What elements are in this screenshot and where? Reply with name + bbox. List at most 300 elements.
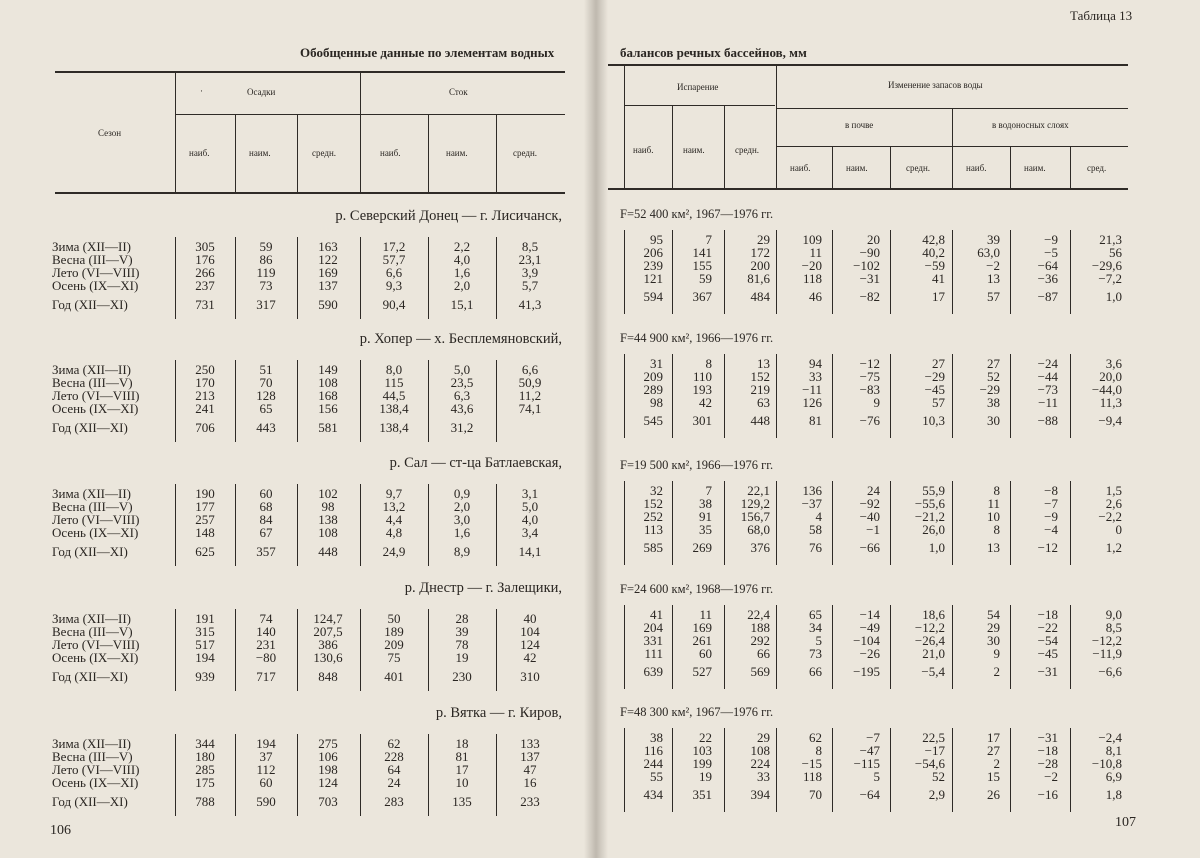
column-rule: [496, 484, 497, 566]
table-cell: 233: [520, 794, 540, 809]
table-cell: 3,0: [453, 512, 471, 527]
sub-header: наиб.: [790, 163, 811, 173]
sub-header: средн.: [906, 163, 931, 173]
table-cell: 317: [256, 297, 276, 312]
table-cell: 331: [643, 633, 663, 648]
table-cell: 517: [195, 637, 215, 652]
table-cell: 292: [750, 633, 770, 648]
table-cell: −31: [1037, 664, 1058, 679]
table-cell: 14,1: [518, 544, 542, 559]
table-cell: 17: [987, 730, 1000, 745]
table-cell: −11,9: [1092, 646, 1122, 661]
header-bottom-rule: [55, 192, 565, 194]
table-cell: 108: [750, 743, 770, 758]
table-cell: 126: [802, 395, 822, 410]
table-cell: 209: [643, 369, 663, 384]
sub-header: наиб.: [189, 148, 210, 158]
table-cell: 386: [318, 637, 338, 652]
table-cell: −40: [859, 509, 880, 524]
table-cell: −9: [1044, 509, 1058, 524]
table-cell: 20,0: [1099, 369, 1122, 384]
table-cell: 200: [750, 258, 770, 273]
table-cell: 103: [692, 743, 712, 758]
table-cell: 527: [692, 664, 712, 679]
table-cell: 73: [809, 646, 822, 661]
table-cell: −29,6: [1091, 258, 1122, 273]
table-cell: −54,6: [914, 756, 945, 771]
table-cell: −8: [1044, 483, 1058, 498]
table-cell: 10: [987, 509, 1000, 524]
table-cell: −73: [1037, 382, 1058, 397]
sub-header: наим.: [249, 148, 271, 158]
table-cell: −12,2: [1091, 633, 1122, 648]
table-cell: −18: [1037, 607, 1058, 622]
table-cell: 8,9: [453, 544, 471, 559]
table-cell: −12: [1037, 540, 1058, 555]
basin-area-heading: F=19 500 км², 1966—1976 гг.: [620, 458, 774, 472]
table-cell: −76: [859, 413, 880, 428]
table-cell: 76: [809, 540, 822, 555]
table-cell: 17,2: [382, 239, 406, 254]
table-cell: 54: [987, 607, 1000, 622]
table-cell: −115: [853, 756, 880, 771]
table-cell: −59: [924, 258, 945, 273]
table-cell: −195: [853, 664, 880, 679]
table-cell: 244: [643, 756, 663, 771]
sub-header: наим.: [846, 163, 868, 173]
table-cell: −1: [866, 522, 880, 537]
table-cell: 2,9: [928, 787, 945, 802]
table-cell: 7: [705, 483, 712, 498]
table-cell: 1,8: [1105, 787, 1122, 802]
table-cell: −55,6: [914, 496, 945, 511]
table-cell: 8: [815, 743, 822, 758]
table-cell: −64: [859, 787, 880, 802]
table-cell: −64: [1037, 258, 1058, 273]
table-cell: 124: [520, 637, 540, 652]
table-cell: 18,6: [922, 607, 945, 622]
season-label: Осень (IX—XI): [52, 525, 139, 540]
table-cell: 176: [195, 252, 215, 267]
table-cell: 22: [699, 730, 712, 745]
table-cell: −104: [853, 633, 880, 648]
runoff-header: Сток: [449, 87, 468, 97]
table-cell: 11: [809, 245, 822, 260]
table-cell: 41: [932, 271, 945, 286]
table-cell: 545: [643, 413, 663, 428]
season-label: Зима (XII—II): [52, 736, 131, 751]
table-cell: −49: [859, 620, 880, 635]
table-cell: 581: [318, 420, 338, 435]
table-cell: 30: [987, 633, 1000, 648]
year-label: Год (XII—XI): [52, 794, 128, 809]
header-top-rule: [55, 71, 565, 73]
season-label: Зима (XII—II): [52, 239, 131, 254]
table-cell: −7,2: [1098, 271, 1122, 286]
table-cell: −24: [1037, 356, 1058, 371]
table-cell: 137: [520, 749, 540, 764]
left-page-title: Обобщенные данные по элементам водных: [300, 45, 555, 60]
table-cell: 108: [318, 375, 338, 390]
table-cell: −2: [986, 258, 1000, 273]
table-cell: 128: [256, 388, 276, 403]
table-cell: 241: [195, 401, 215, 416]
table-cell: 394: [750, 787, 770, 802]
table-cell: 357: [256, 544, 276, 559]
table-cell: 56: [1109, 245, 1122, 260]
table-cell: 8: [705, 356, 712, 371]
column-rule: [360, 734, 361, 816]
table-cell: 939: [195, 669, 215, 684]
table-cell: 42: [523, 650, 537, 665]
table-cell: 33: [757, 769, 770, 784]
table-cell: −22: [1037, 620, 1058, 635]
sub-header: наим.: [1024, 163, 1046, 173]
table-cell: 2,0: [453, 499, 471, 514]
table-cell: 434: [643, 787, 663, 802]
sub-header: средн.: [312, 148, 337, 158]
table-cell: 3,1: [521, 486, 539, 501]
table-cell: 8,5: [521, 239, 539, 254]
table-cell: 367: [692, 289, 712, 304]
table-cell: 39: [987, 232, 1000, 247]
table-cell: 703: [318, 794, 338, 809]
precip-header: Осадки: [247, 87, 276, 97]
table-cell: 585: [643, 540, 663, 555]
table-cell: −9: [1044, 232, 1058, 247]
table-cell: 129,2: [740, 496, 770, 511]
table-cell: 81,6: [747, 271, 770, 286]
column-rule: [428, 237, 429, 319]
table-cell: 6,9: [1105, 769, 1122, 784]
table-cell: 6,6: [385, 265, 403, 280]
table-cell: 81: [455, 749, 469, 764]
table-cell: 57: [987, 289, 1000, 304]
table-cell: 13: [757, 356, 770, 371]
table-cell: 140: [256, 624, 276, 639]
table-cell: 8: [993, 522, 1000, 537]
table-cell: −7: [866, 730, 880, 745]
table-cell: −2: [1044, 769, 1058, 784]
table-cell: 3,9: [521, 265, 539, 280]
table-cell: 204: [643, 620, 663, 635]
table-cell: 2,0: [453, 278, 471, 293]
table-cell: 16: [523, 775, 537, 790]
table-cell: 0,9: [453, 486, 471, 501]
year-label: Год (XII—XI): [52, 297, 128, 312]
table-cell: 11,2: [518, 388, 542, 403]
table-cell: 30: [987, 413, 1000, 428]
table-cell: 180: [195, 749, 215, 764]
table-cell: 38: [650, 730, 663, 745]
table-cell: 5,0: [453, 362, 471, 377]
table-cell: 4,4: [385, 512, 403, 527]
table-cell: 23,1: [518, 252, 542, 267]
table-cell: 63,0: [977, 245, 1000, 260]
table-cell: −2,2: [1098, 509, 1122, 524]
table-cell: 138: [318, 512, 338, 527]
table-cell: 75: [387, 650, 401, 665]
table-cell: 106: [318, 749, 338, 764]
table-cell: 706: [195, 420, 215, 435]
table-cell: −17: [924, 743, 945, 758]
table-cell: 104: [520, 624, 540, 639]
table-cell: 261: [692, 633, 712, 648]
table-cell: 62: [809, 730, 822, 745]
table-cell: 91: [699, 509, 712, 524]
basin-area-heading: F=44 900 км², 1966—1976 гг.: [620, 331, 774, 345]
table-cell: −28: [1037, 756, 1058, 771]
season-label: Весна (III—V): [52, 749, 133, 764]
table-cell: 55: [650, 769, 663, 784]
column-rule: [496, 237, 497, 319]
table-cell: 90,4: [382, 297, 406, 312]
season-label: Осень (IX—XI): [52, 775, 139, 790]
table-cell: 283: [384, 794, 404, 809]
table-cell: 310: [520, 669, 540, 684]
table-cell: 13: [987, 540, 1000, 555]
table-cell: 590: [256, 794, 276, 809]
table-cell: −54: [1037, 633, 1058, 648]
table-cell: 116: [643, 743, 663, 758]
season-label: Весна (III—V): [52, 375, 133, 390]
table-cell: 448: [318, 544, 338, 559]
table-cell: 78: [455, 637, 469, 652]
season-label: Лето (VI—VIII): [52, 388, 140, 403]
season-label: Осень (IX—XI): [52, 401, 139, 416]
table-cell: 199: [692, 756, 712, 771]
table-cell: 133: [520, 736, 540, 751]
table-cell: 9,7: [385, 486, 403, 501]
table-cell: 40,2: [922, 245, 945, 260]
table-cell: 60: [259, 486, 273, 501]
table-cell: 11: [987, 496, 1000, 511]
table-cell: 19: [699, 769, 712, 784]
table-cell: 41: [650, 607, 663, 622]
table-cell: 4,0: [453, 252, 471, 267]
table-cell: 66: [757, 646, 770, 661]
table-cell: 29: [757, 232, 770, 247]
table-cell: 301: [692, 413, 712, 428]
basin-area-heading: F=48 300 км², 1967—1976 гг.: [620, 705, 774, 719]
table-cell: 34: [809, 620, 822, 635]
table-cell: 266: [195, 265, 215, 280]
table-cell: 74,1: [518, 401, 542, 416]
table-cell: 113: [643, 522, 663, 537]
table-cell: 94: [809, 356, 822, 371]
season-label: Весна (III—V): [52, 499, 133, 514]
table-cell: 189: [384, 624, 404, 639]
table-cell: 57: [932, 395, 945, 410]
table-cell: −44,0: [1091, 382, 1122, 397]
table-cell: 37: [259, 749, 273, 764]
sub-header: наиб.: [380, 148, 401, 158]
table-cell: 138,4: [379, 420, 409, 435]
table-cell: 344: [195, 736, 215, 751]
table-cell: 31: [650, 356, 663, 371]
table-cell: 448: [750, 413, 770, 428]
table-cell: −31: [859, 271, 880, 286]
table-cell: 24: [867, 483, 880, 498]
table-cell: 228: [384, 749, 404, 764]
table-cell: 169: [692, 620, 712, 635]
table-cell: 60: [699, 646, 712, 661]
table-cell: 28: [455, 611, 469, 626]
storage-header: Изменение запасов воды: [888, 80, 983, 90]
table-cell: 39: [455, 624, 469, 639]
table-cell: 305: [195, 239, 215, 254]
table-cell: 29: [757, 730, 770, 745]
table-cell: 27: [932, 356, 945, 371]
table-cell: 190: [195, 486, 215, 501]
basin-area-heading: F=52 400 км², 1967—1976 гг.: [620, 207, 774, 221]
table-cell: −5: [1044, 245, 1058, 260]
left-page-number: 106: [50, 823, 71, 838]
right-page-number: 107: [1115, 815, 1136, 830]
table-cell: 156: [318, 401, 338, 416]
table-cell: 285: [195, 762, 215, 777]
table-cell: 59: [699, 271, 712, 286]
table-cell: 21,3: [1099, 232, 1122, 247]
table-cell: 108: [318, 525, 338, 540]
season-label: Зима (XII—II): [52, 486, 131, 501]
table-cell: 38: [699, 496, 712, 511]
table-cell: 170: [195, 375, 215, 390]
table-cell: 152: [643, 496, 663, 511]
table-cell: 17: [932, 289, 945, 304]
table-cell: 47: [523, 762, 537, 777]
season-label: Зима (XII—II): [52, 362, 131, 377]
table-cell: 32: [650, 483, 663, 498]
table-cell: 484: [750, 289, 770, 304]
table-cell: 24: [387, 775, 401, 790]
table-cell: 351: [692, 787, 712, 802]
table-cell: −4: [1044, 522, 1058, 537]
season-label: Лето (VI—VIII): [52, 265, 140, 280]
table-cell: −6,6: [1098, 664, 1122, 679]
season-label: Осень (IX—XI): [52, 278, 139, 293]
table-cell: −31: [1037, 730, 1058, 745]
table-cell: 239: [643, 258, 663, 273]
table-cell: 2,2: [453, 239, 471, 254]
table-cell: −83: [859, 382, 880, 397]
table-cell: 33: [809, 369, 822, 384]
aquifer-header: в водоносных слоях: [992, 120, 1069, 130]
table-cell: 121: [643, 271, 663, 286]
table-cell: 149: [318, 362, 338, 377]
table-cell: 46: [809, 289, 822, 304]
table-cell: 62: [387, 736, 401, 751]
column-rule: [428, 609, 429, 691]
table-cell: 22,5: [922, 730, 945, 745]
table-cell: 11,3: [1099, 395, 1122, 410]
table-cell: 17: [455, 762, 469, 777]
year-label: Год (XII—XI): [52, 420, 128, 435]
table-cell: 5,0: [521, 499, 539, 514]
table-cell: 9: [873, 395, 880, 410]
table-cell: −11: [802, 382, 822, 397]
year-label: Год (XII—XI): [52, 544, 128, 559]
season-label: Зима (XII—II): [52, 611, 131, 626]
table-cell: 788: [195, 794, 215, 809]
table-cell: −102: [853, 258, 880, 273]
table-cell: 289: [643, 382, 663, 397]
table-cell: 152: [750, 369, 770, 384]
table-cell: 315: [195, 624, 215, 639]
sub-header: наиб.: [633, 145, 654, 155]
table-cell: 191: [195, 611, 215, 626]
table-cell: 65: [259, 401, 273, 416]
table-cell: 84: [259, 512, 273, 527]
table-cell: 401: [384, 669, 404, 684]
table-cell: 66: [809, 664, 822, 679]
table-cell: 8: [993, 483, 1000, 498]
sub-header: наим.: [683, 145, 705, 155]
table-cell: −66: [859, 540, 880, 555]
column-rule: [428, 360, 429, 442]
table-cell: 443: [256, 420, 276, 435]
table-cell: 163: [318, 239, 338, 254]
table-cell: 42: [699, 395, 712, 410]
table-cell: 731: [195, 297, 215, 312]
table-cell: −75: [859, 369, 880, 384]
table-cell: 13,2: [382, 499, 406, 514]
right-page-title: балансов речных бассейнов, мм: [620, 45, 807, 60]
table-cell: 6,3: [453, 388, 471, 403]
table-cell: 0: [1115, 522, 1122, 537]
table-cell: −80: [255, 650, 277, 665]
table-cell: 67: [259, 525, 273, 540]
table-cell: 207,5: [313, 624, 343, 639]
table-cell: 130,6: [313, 650, 343, 665]
section-heading: р. Северский Донец — г. Лисичанск,: [335, 208, 562, 224]
table-cell: 21,0: [922, 646, 945, 661]
table-cell: 639: [643, 664, 663, 679]
table-cell: 168: [318, 388, 338, 403]
table-cell: 136: [802, 483, 822, 498]
table-cell: 51: [259, 362, 273, 377]
table-cell: 4,8: [385, 525, 403, 540]
table-cell: −26,4: [914, 633, 945, 648]
table-cell: 1,0: [1105, 289, 1122, 304]
season-label: Лето (VI—VIII): [52, 762, 140, 777]
table-cell: −26: [859, 646, 880, 661]
table-cell: 5,7: [521, 278, 539, 293]
table-cell: 44,5: [382, 388, 406, 403]
table-cell: 115: [384, 375, 404, 390]
column-rule: [360, 609, 361, 691]
table-cell: 219: [750, 382, 770, 397]
sub-header: сред.: [1087, 163, 1107, 173]
table-cell: 29: [987, 620, 1000, 635]
table-cell: 15: [987, 769, 1000, 784]
table-cell: 224: [750, 756, 770, 771]
header-mid-rule: [175, 114, 565, 115]
table-cell: 74: [259, 611, 273, 626]
table-cell: 22,4: [747, 607, 770, 622]
table-cell: 1,0: [928, 540, 945, 555]
section-heading: р. Вятка — г. Киров,: [435, 705, 562, 721]
table-cell: 59: [259, 239, 273, 254]
table-cell: 594: [643, 289, 663, 304]
table-cell: 98: [321, 499, 335, 514]
table-cell: −87: [1037, 289, 1058, 304]
table-cell: 55,9: [922, 483, 945, 498]
table-cell: −2,4: [1098, 730, 1122, 745]
table-cell: 569: [750, 664, 770, 679]
table-cell: 8,0: [385, 362, 403, 377]
section-heading: р. Днестр — г. Залещики,: [404, 580, 562, 596]
